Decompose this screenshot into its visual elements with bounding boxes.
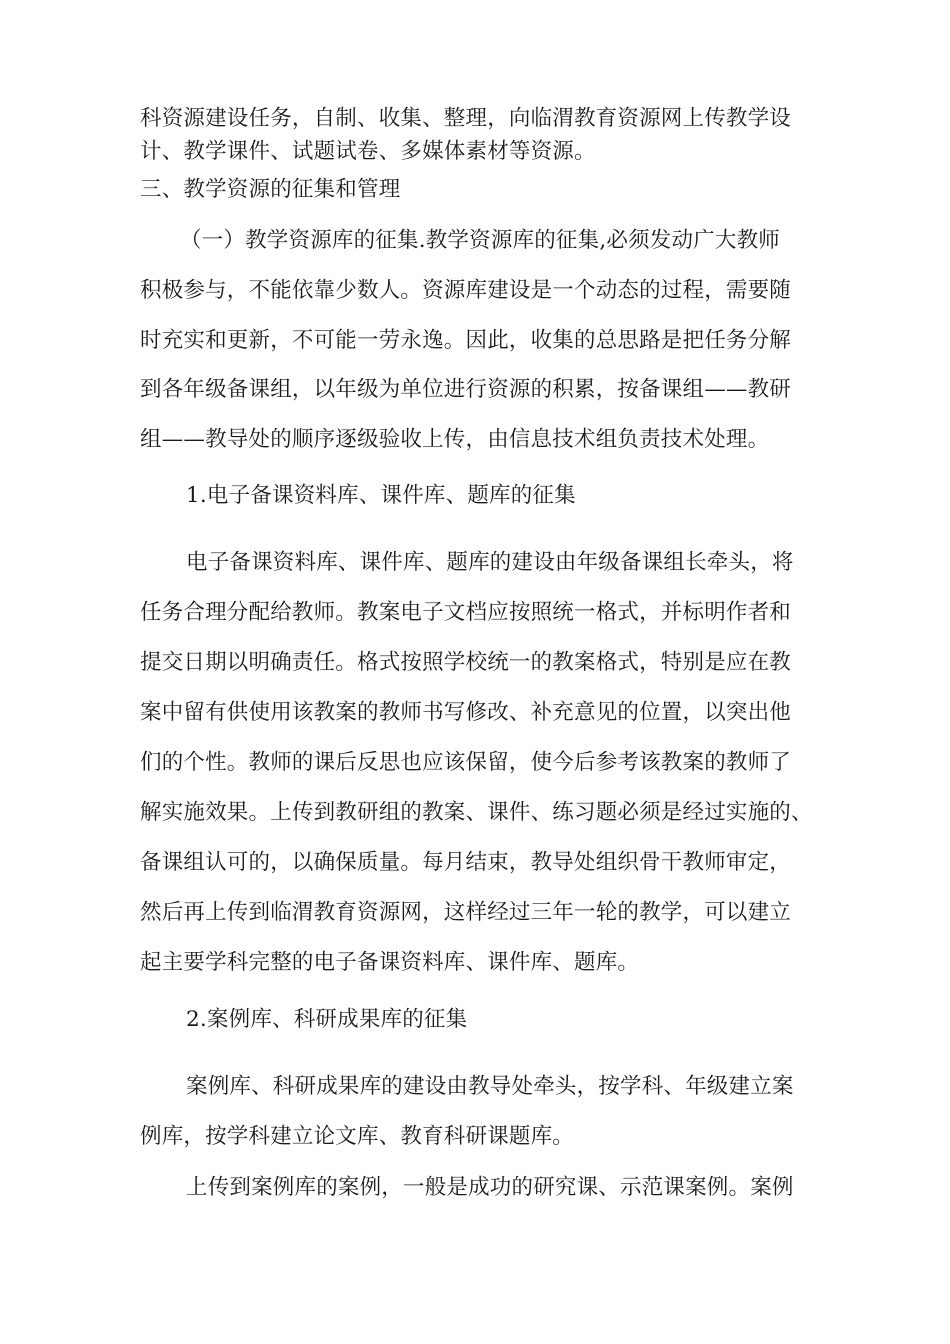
para-1-line-2: 任务合理分配给教师。教案电子文档应按照统一格式，并标明作者和	[140, 600, 792, 625]
collection-para-line-4: 到各年级备课组，以年级为单位进行资源的积累，按备课组——教研	[140, 377, 792, 402]
para-1-line-3: 提交日期以明确责任。格式按照学校统一的教案格式，特别是应在教	[140, 650, 792, 675]
section-heading: 三、教学资源的征集和管理	[140, 177, 401, 202]
para-1-line-8: 然后再上传到临渭教育资源网，这样经过三年一轮的教学，可以建立	[140, 900, 792, 925]
para-1-line-1: 电子备课资料库、课件库、题库的建设由年级备课组长牵头，将	[186, 550, 794, 575]
collection-para-line-1: （一）教学资源库的征集.教学资源库的征集,必须发动广大教师	[180, 228, 780, 253]
subheading-1: 1.电子备课资料库、课件库、题库的征集	[186, 483, 576, 508]
para-1-line-6: 解实施效果。上传到教研组的教案、课件、练习题必须是经过实施的、	[140, 800, 813, 825]
para-1-line-7: 备课组认可的，以确保质量。每月结束，教导处组织骨干教师审定，	[140, 850, 792, 875]
para-2-line-1: 案例库、科研成果库的建设由教导处牵头，按学科、年级建立案	[186, 1074, 794, 1099]
collection-para-line-5: 组——教导处的顺序逐级验收上传，由信息技术组负责技术处理。	[140, 427, 770, 452]
collection-para-line-2: 积极参与，不能依靠少数人。资源库建设是一个动态的过程，需要随	[140, 278, 792, 303]
para-1-line-4: 案中留有供使用该教案的教师书写修改、补充意见的位置，以突出他	[140, 700, 792, 725]
collection-para-line-3: 时充实和更新，不可能一劳永逸。因此，收集的总思路是把任务分解	[140, 328, 792, 353]
para-2-line-2: 例库，按学科建立论文库、教育科研课题库。	[140, 1124, 575, 1149]
intro-line-2: 计、教学课件、试题试卷、多媒体素材等资源。	[140, 139, 596, 164]
subheading-2: 2.案例库、科研成果库的征集	[186, 1007, 468, 1032]
para-3-line-1: 上传到案例库的案例，一般是成功的研究课、示范课案例。案例	[186, 1175, 794, 1200]
para-1-line-5: 们的个性。教师的课后反思也应该保留，使今后参考该教案的教师了	[140, 750, 792, 775]
intro-line-1: 科资源建设任务，自制、收集、整理，向临渭教育资源网上传教学设	[140, 106, 792, 131]
para-1-line-9: 起主要学科完整的电子备课资料库、课件库、题库。	[140, 950, 640, 975]
